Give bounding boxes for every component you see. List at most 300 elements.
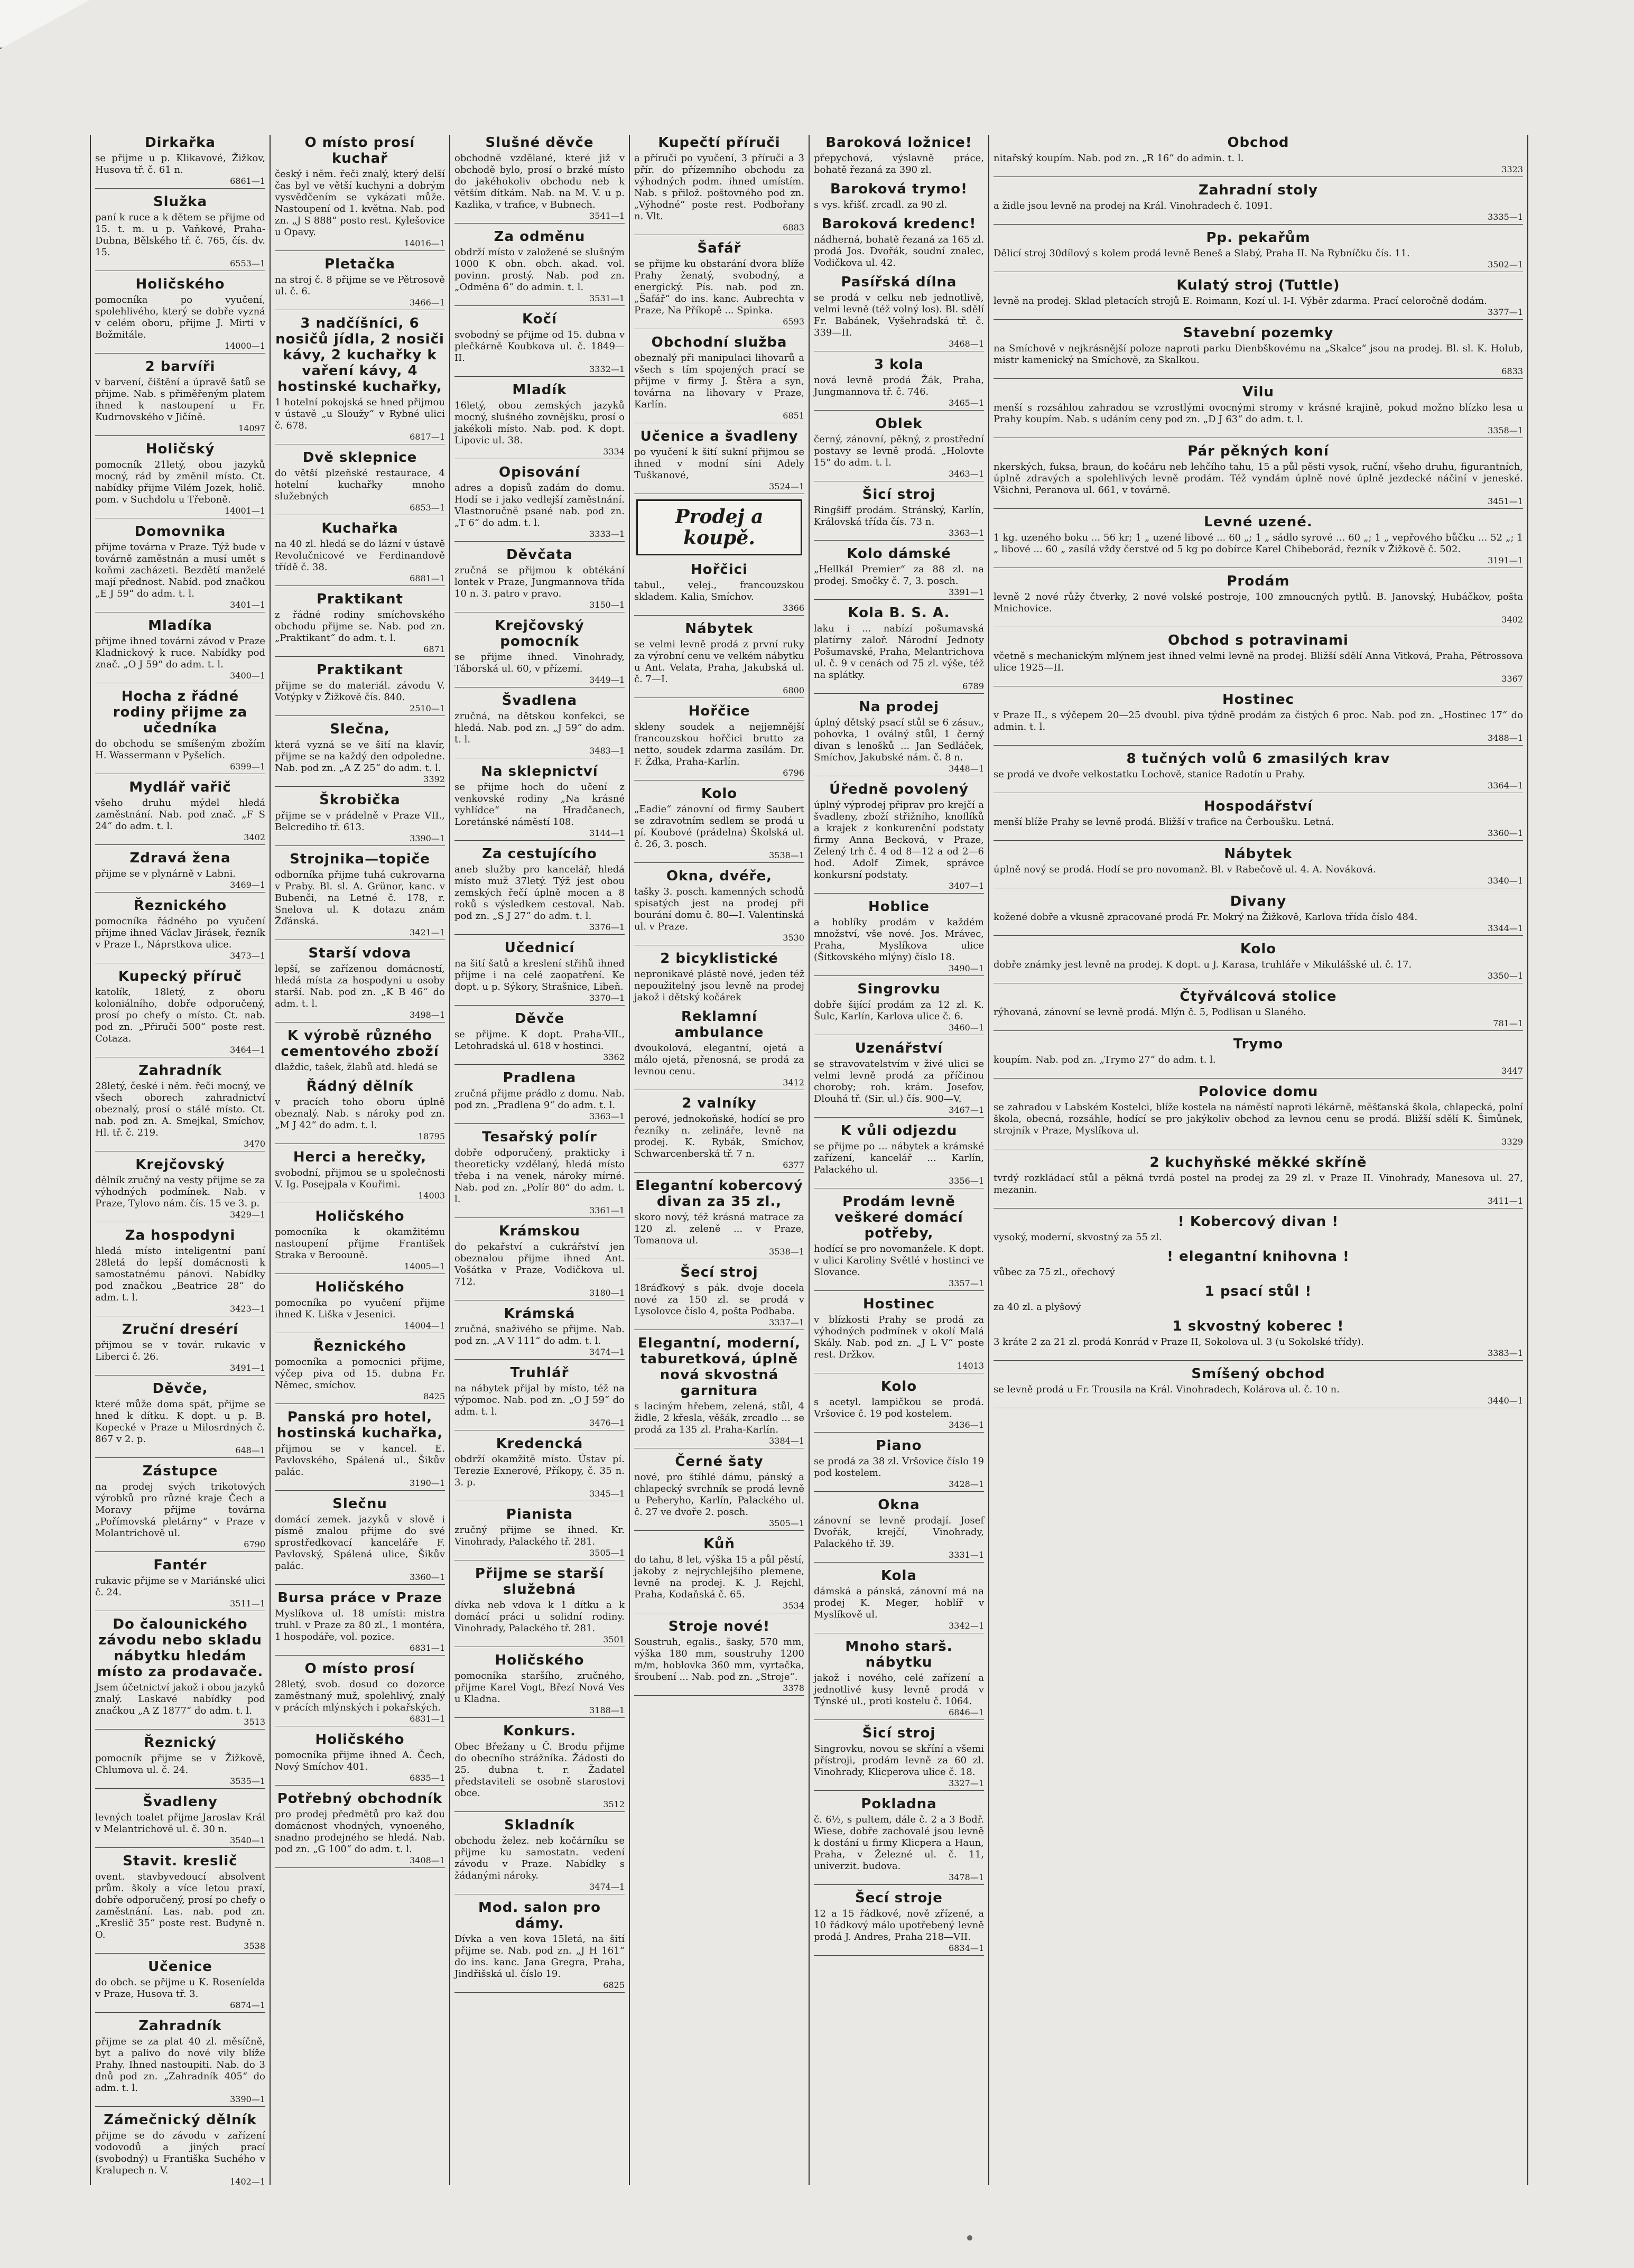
ad-text: v blízkosti Prahy se prodá za výhodných podmínek v okolí Malá Skály. Nab. pod zn. „J L V“ poste rest. Držkov. (814, 1314, 984, 1360)
folded-corner (0, 0, 90, 49)
ad-heading: Kolo (880, 1379, 917, 1395)
ad-heading: Na sklepnictví (481, 764, 598, 779)
ad-heading: Slečnu (332, 1496, 387, 1512)
ad-reference-number: 6377 (634, 1160, 804, 1173)
classified-ad (95, 135, 265, 189)
ad-text: 18ráďkový s pák. dvoje docela nové za 150 zl. se prodá v Lysolovce číslo 4, pošta Podbaba. (634, 1282, 804, 1317)
ad-reference-number: 3511—1 (95, 1598, 265, 1611)
classified-ad (95, 1063, 265, 1151)
ad-text: koupím. Nab. pod zn. „Trymo 27“ do adm. t. l. (994, 1054, 1216, 1065)
ad-reference-number: 3448—1 (814, 764, 984, 776)
classified-ad (814, 1568, 984, 1633)
ad-reference-number: 3451—1 (994, 496, 1523, 509)
ad-heading: Krámskou (498, 1223, 581, 1239)
ad-heading: Opisování (499, 464, 580, 480)
classified-ad (275, 520, 445, 586)
ad-heading: Nábytek (685, 621, 754, 637)
ad-heading: Služka (153, 194, 208, 210)
classified-ad (814, 1639, 984, 1720)
classified-ad (994, 1155, 1523, 1209)
ad-text: nitařský koupím. Nab. pod zn. „R 16“ do admin. t. l. (994, 153, 1244, 164)
ad-heading: Okna, dvéře, (666, 868, 772, 884)
ad-heading: Pasířská dílna (841, 274, 957, 290)
classified-ad (814, 181, 984, 211)
ad-reference-number: 3530 (634, 933, 804, 945)
ad-heading: Šecí stroj (680, 1265, 758, 1280)
ad-heading: Strojnika—topiče (290, 851, 430, 867)
classified-ad (454, 1223, 625, 1300)
ad-reference-number: 3180—1 (454, 1288, 625, 1300)
ad-reference-number: 6800 (634, 685, 804, 698)
ad-reference-number: 3498—1 (275, 1010, 445, 1023)
ad-text: 1 kg. uzeného boku ... 56 kr; 1 „ uzené libové ... 60 „; 1 „ sádlo syrové ... 60 „; 1 „ vepřového bůčku ... 52 „; 1 „ libové ... 60 „ zasílá vždy čerstvé od 5 kg po dobírce Karel Chibeborád, řezník v Žižkově č. 502. (994, 532, 1523, 555)
ad-text: paní k ruce a k dětem se přijme od 15. t. m. u p. Vaňkové, Praha-Dubna, Bělského tř. č. 765, čís. dv. 15. (95, 212, 265, 258)
ad-text: kožené dobře a vkusně zpracované prodá Fr. Mokrý na Žižkově, Karlova třída číslo 484. (994, 912, 1418, 923)
ad-heading: Hořčici (690, 562, 748, 578)
ad-reference-number: 3390—1 (275, 833, 445, 846)
ad-heading: Pianista (506, 1507, 573, 1522)
ad-text: Obec Břežany u Č. Brodu přijme do obecního strážníka. Žádosti do 25. dubna t. r. Žadatel představiteli se osobně starostovi obce. (454, 1741, 625, 1799)
classified-ad (95, 194, 265, 271)
classified-ad (95, 850, 265, 893)
ad-reference-number: 6831—1 (275, 1643, 445, 1656)
ad-heading: Vilu (1242, 384, 1274, 400)
ad-reference-number: 6881—1 (275, 573, 445, 586)
classified-ad (95, 1616, 265, 1730)
ad-heading: Polovice domu (1198, 1084, 1319, 1100)
ad-text: se zahradou v Labském Kostelci, blíže kostela na náměstí naproti lékárně, měšťanská škola, chlapecká, polní škola, obecná, rozsáhle, hodící se pro jakýkoliv obchod za levnou cenu se prodá. Bližší sdělí K. Šimůnek, strojník v Praze, Myslíkova ul. (994, 1102, 1523, 1136)
ad-text: na Smíchově v nejkrásnější poloze naproti parku Dienbškovému na „Skalce“ jsou na prodej. Bl. sl. K. Holub, mistr kamenický na Smíchově, za Skalkou. (994, 343, 1523, 366)
ad-heading: Hocha z řádné rodiny přijme za učedníka (113, 689, 248, 736)
ad-reference-number: 6853—1 (275, 503, 445, 515)
ad-text: obeznalý při manipulaci lihovarů a všech s tím spojených prací se přijme v firmy J. Štěra a syn, továrna na lihovary v Praze, Karlín. (634, 352, 804, 410)
classified-ad (994, 894, 1523, 936)
ad-heading: Pp. pekařům (1206, 230, 1311, 246)
ad-heading: Holičského (315, 1732, 405, 1748)
classified-ad (454, 846, 625, 935)
classified-ad (275, 1732, 445, 1786)
ad-text: Singrovku, novou se skříní a všemi přístroji, prodám levně za 60 zl. Vinohrady, Klicperova ulice č. 18. (814, 1743, 984, 1778)
ad-text: v Praze II., s výčepem 20—25 dvoubl. piva týdně prodám za čistých 6 proc. Nab. pod zn. „Hostinec 17“ do admin. t. l. (994, 710, 1523, 732)
ad-heading: Panská pro hotel, hostinská kuchařka, (276, 1409, 443, 1441)
ad-text: hledá místo inteligentní paní 28letá do lepší domácnosti k samostatnému pánovi. Nabídky pod značkou „Beatrice 28“ do adm. t. l. (95, 1245, 265, 1303)
ad-reference-number: 3429—1 (95, 1210, 265, 1222)
ad-reference-number: 3488—1 (994, 733, 1523, 746)
classified-ad (275, 450, 445, 515)
ad-heading: Truhlář (510, 1365, 569, 1381)
ad-heading: Kůň (703, 1536, 735, 1552)
ad-heading: 2 kuchyňské měkké skříně (1149, 1155, 1367, 1170)
ad-heading: Dvě sklepnice (302, 450, 417, 466)
classified-ad (275, 1079, 445, 1144)
ad-heading: Levné uzené. (1204, 514, 1313, 530)
ad-heading: Herci a herečky, (293, 1149, 427, 1165)
classified-ad (814, 416, 984, 481)
ad-text: svobodný se přijme od 15. dubna v plečkárně Koubkova ul. č. 1849—II. (454, 329, 625, 364)
ad-column (989, 135, 1528, 2185)
ad-reference-number: 3473—1 (95, 951, 265, 963)
ad-text: č. 6½, s pultem, dále č. 2 a 3 Bodř. Wiese, dobře zachovalé jsou levně k dostání u firmy Klicpera a Haun, Praha, v Železné ul. č. 11, univerzit. budova. (814, 1814, 984, 1872)
ad-reference-number: 3360—1 (994, 828, 1523, 841)
ad-reference-number: 14001—1 (95, 506, 265, 518)
ad-reference-number: 3340—1 (994, 876, 1523, 888)
classified-ad (814, 981, 984, 1035)
ad-text: přijmou se v kancel. E. Pavlovského, Spálená ul., Šikův palác. (275, 1443, 445, 1477)
ad-text: se přijme hoch do učení z venkovské rodiny „Na krásné vyhlídce“ na Hradčanech, Loretánské náměstí 108. (454, 782, 625, 828)
classified-ad (814, 1296, 984, 1373)
classified-ad (634, 1536, 804, 1613)
ad-text: tašky 3. posch. kamenných schodů spisatých jest na prodej při bourání domu č. 80—I. Valentinská ul. v Praze. (634, 886, 804, 932)
ad-heading: ! elegantní knihovna ! (1167, 1249, 1350, 1265)
classified-ad (994, 384, 1523, 438)
classified-ad (994, 1214, 1523, 1243)
ad-text: tabul., velej., francouzskou skladem. Kalia, Smíchov. (634, 580, 804, 602)
classified-ad (275, 792, 445, 846)
classified-ad (95, 2112, 265, 2185)
ad-text: 28letý, svob. dosud co dozorce zaměstnaný muž, spolehlivý, znalý v prácích mlýnských i pokařských. (275, 1679, 445, 1713)
ad-text: na prodej svých trikotových výrobků pro různé kraje Čech a Moravy přijme továrna „Pořímovská pletárny“ v Praze v Molantrichově ul. (95, 1481, 265, 1539)
ad-reference-number: 3402 (994, 615, 1523, 627)
classified-ad (275, 1149, 445, 1203)
ad-heading: ! Kobercový divan ! (1177, 1214, 1339, 1230)
ad-heading: Reklamní ambulance (674, 1009, 764, 1040)
ad-heading: Mladík (512, 382, 567, 398)
ad-text: se prodá v celku neb jednotlivě, velmi levně (též volný los). Bl. sdělí Fr. Babánek, Vyšehradská tř. č. 339—II. (814, 292, 984, 338)
page-mark (967, 2235, 972, 2241)
classified-ad (454, 311, 625, 377)
ad-heading: 3 kola (874, 357, 924, 373)
ad-reference-number: 3357—1 (814, 1278, 984, 1291)
ad-reference-number: 1402—1 (95, 2177, 265, 2185)
ad-heading: Šafář (697, 240, 741, 256)
ad-heading: 2 bicyklistické (660, 951, 778, 966)
classified-ad (275, 721, 445, 787)
ad-text: Ringšiff prodám. Stránský, Karlín, Královská třída čís. 73 n. (814, 505, 984, 527)
ad-heading: Hostinec (863, 1296, 935, 1312)
classified-ad (634, 786, 804, 863)
ad-reference-number: 3538—1 (634, 1247, 804, 1259)
classified-ad (275, 315, 445, 444)
ad-text: dobře známky jest levně na prodej. K dopt. u J. Karasa, truhláře v Mikulášské ul. č. 17. (994, 959, 1412, 970)
classified-ad (994, 1318, 1523, 1361)
classified-ad (275, 1791, 445, 1868)
ad-heading: 8 tučných volů 6 zmasilých krav (1126, 751, 1390, 767)
classified-ad (95, 441, 265, 518)
ad-heading: Konkurs. (503, 1723, 577, 1739)
ad-heading: K vůli odjezdu (840, 1123, 958, 1139)
ad-heading: Stroje nové! (668, 1619, 770, 1634)
ad-reference-number: 3449—1 (454, 675, 625, 687)
classified-ad (95, 524, 265, 612)
ad-reference-number: 14097 (95, 423, 265, 436)
ad-text: 3 kráte 2 za 21 zl. prodá Konrád v Praze II, Sokolova ul. 3 (u Sokolské třídy). (994, 1336, 1364, 1347)
ad-text: rukavic přijme se v Mariánské ulici č. 24. (95, 1575, 265, 1598)
ad-reference-number: 3344—1 (994, 923, 1523, 936)
ad-text: odborníka přijme tuhá cukrovarna v Praby. Bl. sl. A. Grünor, kanc. v Bubenči, na Letné č. 178, r. Snelova ul. K dotazu znám Žďánská. (275, 869, 445, 927)
classified-ad (814, 487, 984, 541)
ad-reference-number: 3411—1 (994, 1196, 1523, 1209)
ad-text: po vyučení k šití sukní přijmou se ihned v modní síni Adely Tuškanové, (634, 447, 804, 481)
classified-ad (454, 618, 625, 687)
ad-heading: Holičského (315, 1279, 405, 1295)
ad-heading: Děvče (514, 1011, 565, 1027)
ad-text: přijme továrna v Praze. Týž bude v továrně zaměstnán a musí umět s koňmi zacházeti. Bezdětí manželé mají přednost. Nabíd. pod značkou „E J 59“ do adm. t. l. (95, 542, 265, 599)
ad-reference-number: 3470 (95, 1139, 265, 1151)
classified-ad (275, 1339, 445, 1404)
ad-text: úplně nový se prodá. Hodí se pro novomanž. Bl. v Rabečově ul. 4. A. Nováková. (994, 864, 1376, 875)
classified-ad (454, 693, 625, 758)
ad-reference-number: 3468—1 (814, 339, 984, 351)
ad-reference-number: 6871 (275, 644, 445, 657)
classified-ad (634, 429, 804, 494)
ad-text: laku i ... nabízí pošumavská platírny zaloř. Národní Jednoty Pošumavské, Praha, Melantrichova ul. č. 9 v cenách od 75 zl. výše, též na splátky. (814, 623, 984, 681)
ad-reference-number: 3384—1 (634, 1436, 804, 1448)
ad-reference-number: 3150—1 (454, 600, 625, 612)
classified-ad (814, 605, 984, 694)
ad-reference-number: 2510—1 (275, 703, 445, 716)
classified-ad (814, 546, 984, 600)
ad-column (630, 135, 810, 2185)
ad-text: jakož i nového, celé zařízení a jednotlivé kusy levně prodá v Týnské ul., proti kostelu č. 1064. (814, 1672, 984, 1707)
ad-text: přijmou se v továr. rukavic v Liberci č. 26. (95, 1340, 265, 1362)
classified-ad (275, 1590, 445, 1656)
ad-text: pomocníka po vyučení přijme ihned K. Liška v Jesenici. (275, 1297, 445, 1320)
ad-heading: Šecí stroje (855, 1890, 943, 1906)
ad-heading: Krejčovský (135, 1157, 225, 1173)
classified-ad (814, 1438, 984, 1492)
ad-text: které může doma spát, přijme se hned k dítku. K dopt. u p. B. Kopecké v Praze u Milosrdných č. 867 v 2. p. (95, 1399, 265, 1445)
classified-ad (634, 1335, 804, 1448)
ad-text: přijme se do závodu v zařízení vodovodů a jiných prací (svobodný) u Františka Suchého v Kralupech n. V. (95, 2130, 265, 2176)
ad-text: levně na prodej. Sklad pletacích strojů E. Roimann, Kozí ul. I-I. Výběr zdarma. Prací celoročně dodám. (994, 295, 1487, 306)
classified-ad (994, 1284, 1523, 1313)
classified-ad (814, 699, 984, 776)
classified-ad (994, 941, 1523, 983)
ad-heading: Čtyřválcová stolice (1180, 989, 1337, 1005)
ad-heading: Kulatý stroj (Tuttle) (1176, 277, 1340, 293)
ad-reference-number: 3531—1 (454, 293, 625, 306)
ad-text: včetně s mechanickým mlýnem jest ihned velmi levně na prodej. Bližší sdělí Anna Vitková, Praha, Pětrossova ulice 1925—II. (994, 650, 1523, 673)
ad-reference-number: 3360—1 (275, 1572, 445, 1585)
ad-text: se levně prodá u Fr. Trousila na Král. Vinohradech, Kolárova ul. č. 10 n. (994, 1384, 1340, 1395)
ad-reference-number: 3400—1 (95, 671, 265, 683)
ad-reference-number: 3478—1 (814, 1872, 984, 1885)
ad-reference-number: 781—1 (994, 1018, 1523, 1031)
ad-heading: 2 valníky (682, 1095, 757, 1111)
ad-text: přepychová, výslavně práce, bohatě řezaná za 390 zl. (814, 153, 984, 175)
ad-reference-number: 3332—1 (454, 364, 625, 377)
ad-reference-number: 6593 (634, 317, 804, 329)
classified-ad (634, 135, 804, 235)
ad-heading: Slušné děvče (485, 135, 594, 151)
ad-reference-number: 3474—1 (454, 1882, 625, 1894)
classified-ad (634, 703, 804, 780)
ad-reference-number: 3436—1 (814, 1420, 984, 1433)
ad-reference-number: 14013 (814, 1361, 984, 1373)
classified-ad (634, 1178, 804, 1259)
classified-ad (634, 951, 804, 1003)
ad-text: na stroj č. 8 přijme se ve Pětrosově ul. č. 6. (275, 274, 445, 297)
ad-text: přijme se za plat 40 zl. měsíčně, byt a palivo do nové vily blíže Prahy. Ihned nastoupiti. Nab. do 3 dnů pod zn. „Zahradník 405“ do adm. t. l. (95, 2036, 265, 2094)
classified-ad (634, 1619, 804, 1696)
ad-reference-number: 3505—1 (454, 1548, 625, 1560)
classified-ad (994, 325, 1523, 379)
classified-ad (454, 1070, 625, 1124)
classified-ad (95, 1794, 265, 1848)
ad-text: dobře šijící prodám za 12 zl. K. Šulc, Karlín, Karlova ulice č. 6. (814, 999, 984, 1022)
ad-text: domácí zemek. jazyků v slově i písmě znalou přijme do své sprostředkovací kanceláře F. Pavlovský, Spálená ulice, Šikův palác. (275, 1514, 445, 1572)
ad-heading: Kolo (1240, 941, 1277, 957)
classified-ad (634, 1454, 804, 1531)
ad-reference-number: 3465—1 (814, 398, 984, 411)
ad-text: 28letý, české i něm. řeči mocný, ve všech oborech zahradnictví obeznalý, prosí o stálé místo. Ct. nab. pod zn. A. Smejkal, Smíchov, Hl. tř. č. 219. (95, 1081, 265, 1138)
ad-reference-number: 6789 (814, 681, 984, 694)
ad-heading: Učednicí (504, 940, 575, 956)
ad-reference-number: 3428—1 (814, 1479, 984, 1492)
classified-ad (994, 633, 1523, 686)
ad-text: skleny soudek a nejjemnější francouzskou hořčici brutto za netto, soudek zdarma zasílám. Dr. F. Žďka, Praha-Karlín. (634, 721, 804, 767)
ad-text: levně 2 nové růžy čtverky, 2 nové volské postroje, 100 zmnoucných pytlů. B. Janovský, Hubáčkov, pošta Mnichovice. (994, 591, 1523, 614)
classified-ad (95, 1157, 265, 1222)
ad-reference-number: 6399—1 (95, 761, 265, 774)
classified-ad (814, 274, 984, 351)
ad-heading: Mladíka (148, 618, 212, 634)
classified-ad (275, 1409, 445, 1491)
ad-text: pomocníka k okamžitému nastoupení přijme František Straka v Beroouně. (275, 1226, 445, 1261)
ad-reference-number: 3407—1 (814, 881, 984, 894)
ad-reference-number: 3356—1 (814, 1176, 984, 1188)
ad-text: český i něm. řeči znalý, který delší čas byl ve větší kuchyni a dobrým vysvědčením se vykázati může. Nastoupení od 1. května. Nab. pod zn. „J S 888“ posto rest. Kylešovice u Opavy. (275, 169, 445, 238)
ad-reference-number: 3463—1 (814, 469, 984, 481)
classified-ad (634, 562, 804, 616)
classified-ad (454, 464, 625, 542)
ad-heading: Zdravá žena (129, 850, 231, 866)
classified-ad (634, 1265, 804, 1330)
ad-reference-number: 14016—1 (275, 238, 445, 251)
ad-reference-number: 3469—1 (95, 880, 265, 893)
ad-reference-number: 3490—1 (814, 963, 984, 976)
ad-text: pomocníka řádného po vyučení přijme ihned Václav Jirásek, řezník v Praze I., Náprstkova ulice. (95, 916, 265, 950)
ad-text: pomocník přijme se v Žižkově, Chlumova ul. č. 24. (95, 1753, 265, 1776)
ad-heading: Trymo (1233, 1036, 1284, 1052)
ad-heading: Bursa práce v Praze (277, 1590, 442, 1606)
ad-reference-number: 6846—1 (814, 1707, 984, 1720)
ad-text: do pekařství a cukrářství jen obeznalou přijme ihned Ant. Vošátka v Praze, Vodičkova ul. 712. (454, 1241, 625, 1287)
classified-ad (994, 1036, 1523, 1079)
classified-ad (814, 1379, 984, 1433)
ad-reference-number: 6796 (634, 768, 804, 780)
ad-heading: Kuchařka (321, 520, 398, 536)
ad-reference-number: 3535—1 (95, 1776, 265, 1789)
ad-text: v pracích toho oboru úplně obeznalý. Nab. s nároky pod zn. „M J 42“ do adm. t. l. (275, 1096, 445, 1131)
ad-heading: Kola (880, 1568, 917, 1584)
ad-heading: Řeznického (313, 1339, 407, 1354)
classified-ad (95, 2018, 265, 2107)
ad-heading: Prodám levně veškeré domácí potřeby, (834, 1194, 963, 1241)
ad-text: s acetyl. lampičkou se prodá. Vršovice č. 19 pod kostelem. (814, 1397, 984, 1419)
ad-reference-number: 6790 (95, 1539, 265, 1552)
ad-text: svobodní, přijmou se u společnosti V. Ig. Posejpala v Kouřimi. (275, 1167, 445, 1190)
ad-reference-number: 3460—1 (814, 1023, 984, 1035)
ad-heading: Pletačka (324, 256, 395, 272)
ad-text: katolík, 18letý, z oboru koloniálního, dobře odporučený, prosí po chefy o místo. Ct. nab. pod zn. „Přiruči 500“ poste rest. Cotaza. (95, 987, 265, 1044)
classified-ad (814, 1123, 984, 1188)
classified-ad (95, 1381, 265, 1458)
ad-text: nádherná, bohatě řezaná za 165 zl. prodá Jos. Dvořák, soudní znalec, Vodičkova ul. 42. (814, 234, 984, 268)
classified-ad (95, 779, 265, 845)
ad-heading: Za hospodyni (125, 1228, 236, 1243)
ad-reference-number: 3378 (634, 1683, 804, 1696)
ad-heading: Baroková trymo! (830, 181, 968, 197)
ad-heading: Pár pěkných koní (1187, 443, 1329, 459)
classified-ad (454, 1652, 625, 1718)
classified-ad (454, 1723, 625, 1812)
ad-reference-number: 3361—1 (454, 1205, 625, 1218)
ad-text: úplný dětský psací stůl se 6 zásuv., pohovka, 1 oválný stůl, 1 černý divan s lenošků ... Jan Sedláček, Smíchov, Jakubské nám. č. 8 n. (814, 717, 984, 763)
ad-heading: Švadlena (502, 693, 578, 709)
ad-reference-number: 3447 (994, 1066, 1523, 1079)
classified-ad (95, 276, 265, 354)
ad-reference-number: 3512 (454, 1799, 625, 1812)
ad-text: vysoký, moderní, skvostný za 55 zl. (994, 1232, 1162, 1243)
classified-ad (994, 135, 1523, 177)
ad-heading: O místo prosí kuchař (304, 135, 415, 166)
ad-reference-number: 3363—1 (454, 1111, 625, 1124)
ad-reference-number: 6833 (994, 366, 1523, 379)
ad-text: Jsem účetnictví jakož i obou jazyků znalý. Laskavé nabídky pod značkou „A Z 1877“ do adm. t. l. (95, 1682, 265, 1716)
ad-text: a židle jsou levně na prodej na Král. Vinohradech č. 1091. (994, 200, 1273, 211)
classified-ad (454, 940, 625, 1006)
ad-text: přijme se v prádelně v Praze VII., Belcrediho tř. 613. (275, 810, 445, 833)
ad-text: se přijme. K dopt. Praha-VII., Letohradská ul. 618 v hostinci. (454, 1029, 625, 1052)
ad-reference-number: 6851 (634, 411, 804, 423)
ad-text: nepronikavé plástě nové, jeden též nepoužitelný jsou levně na prodej jakož i dětský kočárek (634, 969, 804, 1003)
ad-reference-number: 3421—1 (275, 927, 445, 940)
ad-text: rýhovaná, zánovní se levně prodá. Mlýn č. 5, Podlisan u Slaného. (994, 1007, 1306, 1018)
ad-text: a příruči po vyučení, 3 příruči a 3 přír. do přízemního obchodu za výhodných podm. ihned umístím. Nab. s přilož. poštovného pod zn. „Výhodné“ poste rest. Podbořany n. Vlt. (634, 153, 804, 222)
ad-heading: Divany (1230, 894, 1287, 909)
ad-reference-number: 3401—1 (95, 600, 265, 612)
ad-heading: Zahradník (138, 2018, 222, 2034)
ad-text: aneb služby pro kancelář, hledá místo muž 37letý. Týž jest obou zemských řečí úplně mocen a 8 roků s výsledkem cestoval. Nab. pod zn. „S J 27“ do adm. t. l. (454, 864, 625, 922)
ad-heading: Mod. salon pro dámy. (478, 1900, 601, 1931)
ad-text: obdrží místo v založené se slušným 1000 K obn. obch. akad. vol. povinn. prostý. Nab. pod zn. „Odměna 6“ do admin. t. l. (454, 247, 625, 293)
ad-text: perové, jednokoňské, hodící se pro řezníky n. zelináře, levně na prodej. K. Rybák, Smíchov, Schwarcenberská tř. 7 n. (634, 1113, 804, 1159)
classified-ad (994, 277, 1523, 320)
ad-text: zručná, na dětskou konfekci, se hledá. Nab. pod zn. „J 59“ do adm. t. l. (454, 711, 625, 745)
ad-heading: Holičského (135, 276, 225, 292)
ad-text: zručný přijme se ihned. Kr. Vinohrady, Palackého tř. 281. (454, 1525, 625, 1547)
ad-heading: Zahradník (138, 1063, 222, 1079)
classified-ad (454, 1011, 625, 1065)
ad-heading: Hospodářství (1203, 798, 1313, 814)
ad-reference-number: 6825 (454, 1980, 625, 1993)
classified-ad (634, 1009, 804, 1090)
ad-column (450, 135, 630, 2185)
ad-text: nkerských, fuksa, braun, do kočáru neb lehčího tahu, 15 a půl pěsti vysok, ruční, všeho druhu, figurantních, úplně zdravých a spolehlivých levně prodám. Též vyndám úplně nové úplně jezdecké náčiní v jeneské. Všichni, Peranova ul. 661, v továrně. (994, 461, 1523, 496)
ad-text: černý, zánovní, pěkný, z prostřední postavy se levně prodá. „Holovte 15“ do adm. t. l. (814, 434, 984, 468)
ad-heading: Baroková kredenc! (821, 216, 977, 232)
ad-text: pomocník 21letý, obou jazyků mocný, rád by změnil místo. Ct. nabídky přijme Vilém Jozek, holič. pom. v Suchdolu u Třeboně. (95, 459, 265, 505)
ad-text: 1 hotelní pokojská se hned přijmou v ústavě „u Sloužy“ v Rybné ulici č. 678. (275, 397, 445, 431)
ad-heading: Kupečtí příruči (658, 135, 781, 151)
ad-text: obdrží okamžitě místo. Ústav pí. Terezie Exnerové, Příkopy, č. 35 n. 3. p. (454, 1454, 625, 1488)
ad-reference-number: 6831—1 (275, 1714, 445, 1726)
ad-text: do tahu, 8 let, výška 15 a půl pěstí, jakoby z nejrychlejšího plemene, levně na prodej. K. J. Rejchl, Praha, Kodaňská č. 65. (634, 1554, 804, 1600)
ad-heading: Kolo (701, 786, 738, 802)
ad-heading: Elegantní kobercový divan za 35 zl., (635, 1178, 803, 1210)
ad-heading: Kočí (522, 311, 557, 327)
